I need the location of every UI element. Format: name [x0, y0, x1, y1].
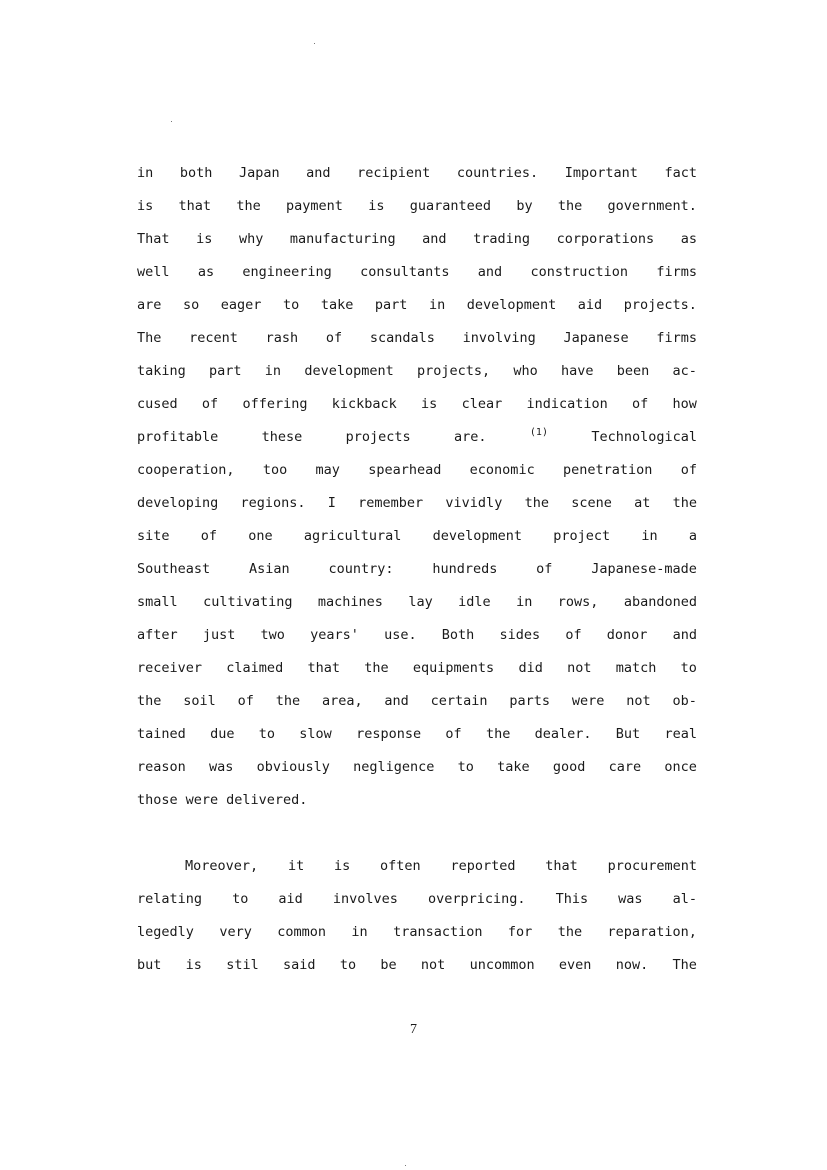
word: were	[185, 792, 219, 808]
word: kickback	[331, 396, 397, 412]
text-line	[137, 196, 697, 216]
word: cultivating	[203, 594, 293, 610]
word: reparation,	[607, 924, 697, 940]
word: projects,	[416, 363, 491, 379]
word: was	[209, 759, 234, 775]
word: receiver	[137, 660, 203, 676]
word: did	[518, 660, 543, 676]
page-number: 7	[410, 1022, 417, 1037]
word: consultants	[360, 264, 450, 280]
scan-speck	[171, 121, 172, 122]
word: Japanese-made	[591, 561, 697, 577]
scan-speck	[405, 1165, 406, 1166]
word: government.	[607, 198, 697, 214]
word: once	[664, 759, 697, 775]
word: response	[356, 726, 422, 742]
word: as	[680, 231, 697, 247]
text-line	[137, 790, 697, 810]
word: certain	[430, 693, 488, 709]
word: Technological	[591, 429, 697, 445]
word: for	[507, 924, 533, 940]
word: due	[210, 726, 235, 742]
word: slow	[299, 726, 332, 742]
word: parts	[509, 693, 551, 709]
text-line	[137, 295, 697, 315]
word: guaranteed	[409, 198, 492, 214]
word: Southeast	[137, 561, 211, 577]
word: of	[201, 396, 219, 412]
scan-speck	[314, 43, 315, 44]
word: fact	[664, 165, 697, 181]
word: one	[248, 528, 273, 544]
word: of	[325, 330, 343, 346]
word: part	[209, 363, 242, 379]
word: overpricing.	[427, 891, 526, 907]
text-line	[137, 427, 697, 447]
word: even	[558, 957, 592, 973]
word: cused	[137, 396, 178, 412]
word: now.	[615, 957, 649, 973]
word: very	[219, 924, 252, 940]
word: indication	[526, 396, 608, 412]
word: developing	[137, 495, 219, 511]
word: but	[137, 957, 162, 973]
word: in	[516, 594, 533, 610]
word: as	[197, 264, 215, 280]
word: idle	[458, 594, 491, 610]
word: years'	[310, 627, 359, 643]
word: not	[567, 660, 592, 676]
word: the	[672, 495, 697, 511]
word: Important	[564, 165, 638, 181]
word: agricultural	[303, 528, 402, 544]
word: Japan	[238, 165, 280, 181]
text-line	[137, 361, 697, 381]
word: scene	[571, 495, 612, 511]
word: scandals	[369, 330, 435, 346]
word: area,	[321, 693, 363, 709]
word: remember	[358, 495, 424, 511]
text-line	[137, 262, 697, 282]
text-line	[137, 229, 697, 249]
word: construction	[530, 264, 629, 280]
text-line	[137, 724, 697, 744]
word: reason	[137, 759, 186, 775]
word: eager	[220, 297, 262, 313]
word: cooperation,	[137, 462, 235, 478]
word: Moreover,	[185, 858, 259, 874]
word: be	[380, 957, 397, 973]
word: in	[264, 363, 282, 379]
word: Both	[441, 627, 475, 643]
word: that	[178, 198, 212, 214]
word: procurement	[607, 858, 697, 874]
word: is	[196, 231, 213, 247]
word: trading	[473, 231, 531, 247]
word: to	[232, 891, 249, 907]
word: by	[516, 198, 533, 214]
word: legedly	[137, 924, 194, 940]
word: projects.	[623, 297, 697, 313]
word: part	[374, 297, 408, 313]
word: and	[384, 693, 409, 709]
word: the	[236, 198, 261, 214]
word: of	[237, 693, 254, 709]
word: spearhead	[368, 462, 442, 478]
word: engineering	[242, 264, 332, 280]
word: development	[304, 363, 394, 379]
word: that	[307, 660, 340, 676]
text-line	[137, 889, 697, 909]
text-line	[137, 460, 697, 480]
word: machines	[317, 594, 383, 610]
word: lay	[408, 594, 433, 610]
text-line	[137, 625, 697, 645]
word: to	[258, 726, 275, 742]
word: But	[615, 726, 641, 742]
text-line	[137, 559, 697, 579]
word: that	[545, 858, 578, 874]
word: manufacturing	[289, 231, 396, 247]
word: often	[380, 858, 421, 874]
word: abandoned	[623, 594, 697, 610]
word: good	[552, 759, 586, 775]
text-line	[137, 757, 697, 777]
word: involving	[462, 330, 536, 346]
word: both	[179, 165, 213, 181]
word: why	[238, 231, 264, 247]
word: aid	[278, 891, 303, 907]
word: and	[422, 231, 447, 247]
word: not	[626, 693, 651, 709]
word: a	[688, 528, 697, 544]
word: too	[262, 462, 288, 478]
word: firms	[656, 330, 697, 346]
word: not	[420, 957, 446, 973]
word: transaction	[393, 924, 483, 940]
word: was	[618, 891, 643, 907]
word: use.	[384, 627, 417, 643]
word: recent	[189, 330, 238, 346]
text-line	[137, 328, 697, 348]
word: been	[616, 363, 650, 379]
word: in	[351, 924, 368, 940]
word: development	[432, 528, 522, 544]
word: in	[641, 528, 658, 544]
word: of	[565, 627, 582, 643]
word: equipments	[412, 660, 495, 676]
word: have	[561, 363, 594, 379]
word: the	[485, 726, 511, 742]
word: take	[497, 759, 530, 775]
word: is	[137, 198, 154, 214]
word: may	[315, 462, 340, 478]
word: at	[634, 495, 651, 511]
word: are.	[454, 429, 487, 445]
word: taking	[137, 363, 186, 379]
word: real	[664, 726, 697, 742]
word: al-	[672, 891, 697, 907]
word: the	[275, 693, 301, 709]
word: obviously	[256, 759, 330, 775]
word: how	[672, 396, 697, 412]
word: in	[428, 297, 446, 313]
word: reported	[450, 858, 516, 874]
word: after	[137, 627, 178, 643]
word: the	[364, 660, 389, 676]
word: countries.	[456, 165, 539, 181]
word: and	[672, 627, 697, 643]
text-line	[137, 922, 697, 942]
word: dealer.	[534, 726, 592, 742]
word: the	[137, 693, 162, 709]
word: these	[261, 429, 303, 445]
word: to	[457, 759, 474, 775]
word: so	[182, 297, 200, 313]
word: is	[185, 957, 202, 973]
word: I	[327, 495, 336, 511]
word: projects	[345, 429, 411, 445]
word: Asian	[248, 561, 290, 577]
word: rash	[265, 330, 299, 346]
word: of	[200, 528, 217, 544]
word: the	[557, 198, 583, 214]
word: ob-	[672, 693, 697, 709]
word: of	[536, 561, 553, 577]
text-line	[137, 163, 697, 183]
word: small	[137, 594, 178, 610]
word: stil	[226, 957, 259, 973]
word: regions.	[240, 495, 306, 511]
word: are	[137, 297, 162, 313]
word: those	[137, 792, 178, 808]
word: who	[513, 363, 538, 379]
word: firms	[656, 264, 697, 280]
word: the	[557, 924, 583, 940]
word: were	[571, 693, 605, 709]
text-line	[137, 592, 697, 612]
word: common	[277, 924, 327, 940]
text-line	[137, 493, 697, 513]
word: hundreds	[432, 561, 498, 577]
word: two	[260, 627, 285, 643]
word: negligence	[353, 759, 435, 775]
word: This	[555, 891, 589, 907]
word: aid	[577, 297, 603, 313]
word: it	[287, 858, 305, 874]
word: just	[202, 627, 236, 643]
text-line	[137, 658, 697, 678]
word: penetration	[563, 462, 653, 478]
word: rows,	[557, 594, 599, 610]
word: Japanese	[563, 330, 629, 346]
word: tained	[137, 726, 186, 742]
word: corporations	[556, 231, 655, 247]
word: take	[320, 297, 354, 313]
word: ac-	[672, 363, 697, 379]
word: That	[137, 231, 170, 247]
word: economic	[469, 462, 535, 478]
word: offering	[242, 396, 308, 412]
word: clear	[461, 396, 503, 412]
word: said	[283, 957, 316, 973]
word: of	[680, 462, 697, 478]
word: claimed	[226, 660, 284, 676]
text-line	[137, 526, 697, 546]
word: soil	[183, 693, 216, 709]
word: care	[608, 759, 642, 775]
word: is	[333, 858, 351, 874]
word: site	[137, 528, 170, 544]
word: uncommon	[469, 957, 535, 973]
word: recipient	[357, 165, 431, 181]
word: The	[672, 957, 697, 973]
text-line	[137, 955, 697, 975]
text-line	[137, 394, 697, 414]
word: sides	[499, 627, 541, 643]
word: The	[137, 330, 162, 346]
word: the	[524, 495, 549, 511]
word: donor	[606, 627, 648, 643]
word: well	[137, 264, 170, 280]
word: payment	[286, 198, 343, 214]
word: and	[306, 165, 331, 181]
word: relating	[137, 891, 203, 907]
word: in	[137, 165, 154, 181]
word: country:	[328, 561, 394, 577]
word: involves	[332, 891, 398, 907]
footnote-marker: (1)	[529, 427, 548, 438]
word: is	[421, 396, 438, 412]
word: development	[466, 297, 557, 313]
word: profitable	[137, 429, 219, 445]
text-line	[137, 856, 697, 876]
word: and	[477, 264, 503, 280]
word: is	[368, 198, 385, 214]
word: to	[339, 957, 357, 973]
word: of	[445, 726, 462, 742]
word: to	[680, 660, 697, 676]
word: vividly	[445, 495, 503, 511]
text-line	[137, 691, 697, 711]
word: to	[282, 297, 300, 313]
word: match	[615, 660, 657, 676]
word: project	[553, 528, 611, 544]
word: of	[632, 396, 649, 412]
word: delivered.	[226, 792, 308, 808]
